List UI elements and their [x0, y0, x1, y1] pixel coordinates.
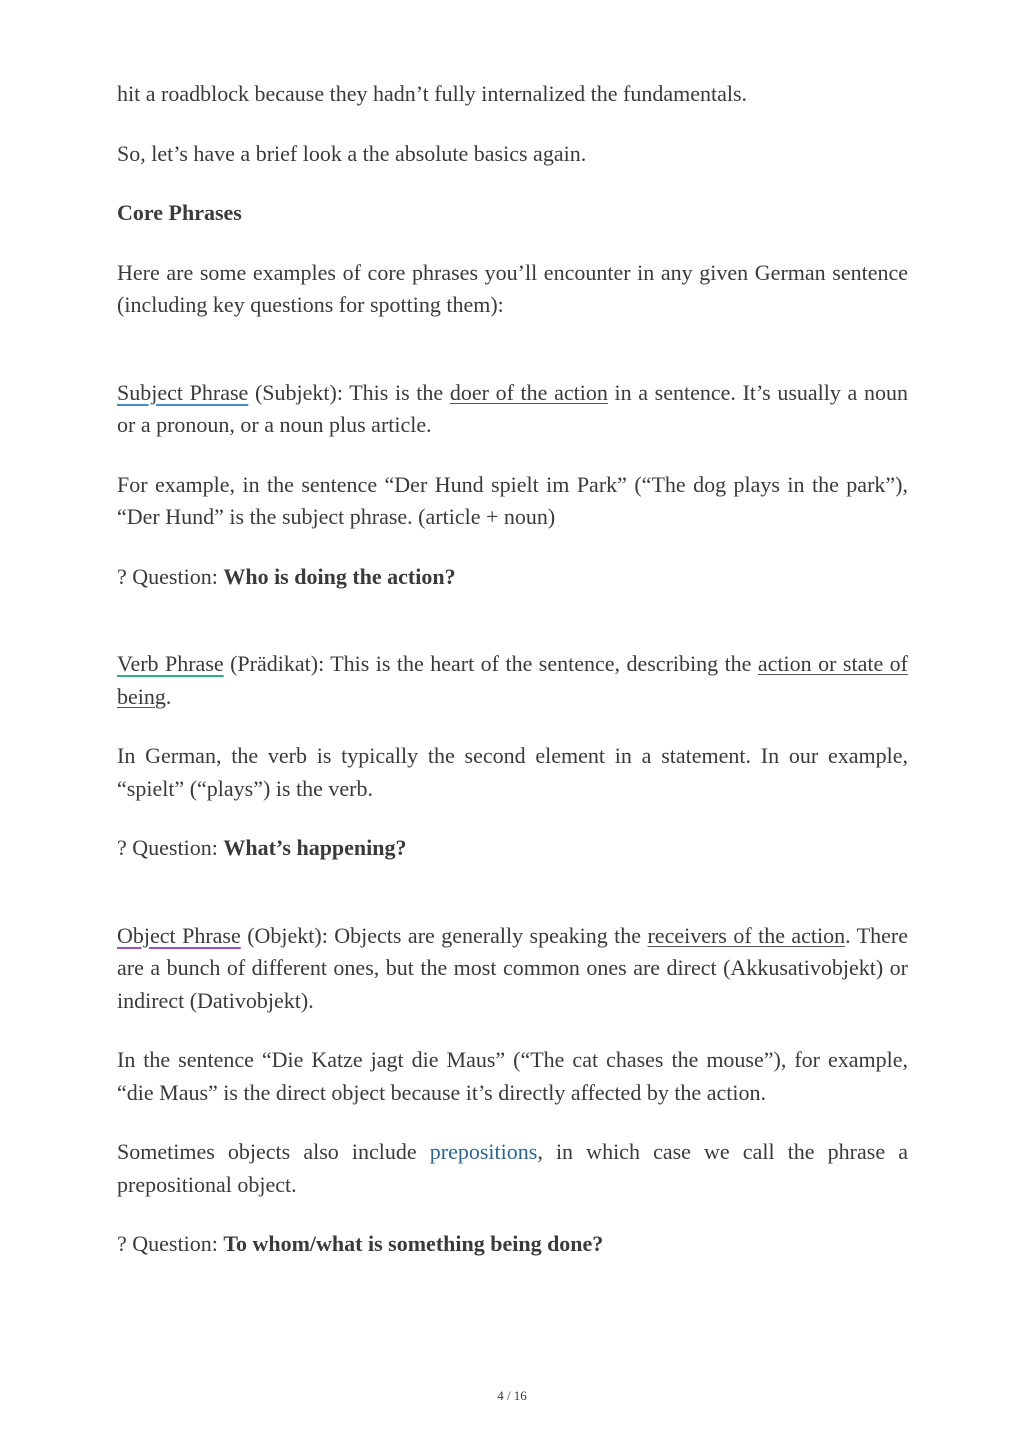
spacer [117, 620, 908, 648]
verb-key-term: action or state of being [117, 651, 908, 709]
verb-example: In German, the verb is typically the second element in a statement. In our example, “spielt” (“plays”) is the verb. [117, 743, 908, 801]
subject-question-text: Who is doing the action? [223, 563, 456, 589]
question-prefix: ? Question: [117, 1231, 224, 1256]
verb-definition [117, 648, 908, 713]
question-prefix: ? Question: [117, 563, 224, 589]
object-text-b: . There are a bunch of different ones, but the most common ones are direct (Akkusativobjekt) or indirect (Dativobjekt). [117, 922, 909, 1013]
spacer [117, 349, 908, 377]
intro-paragraph-1: hit a roadblock because they hadn’t fully internalized the fundamentals. [117, 81, 748, 106]
verb-question-text: What’s happening? [223, 835, 407, 860]
object-example: In the sentence “Die Katze jagt die Maus” (“The cat chases the mouse”), for example, “die Maus” is the direct object because it’s directly affected by the action. [117, 1047, 908, 1105]
subject-key-term: doer of the action [449, 379, 608, 405]
verb-phrase-term: Verb Phrase [117, 651, 224, 676]
object-question [117, 1228, 908, 1261]
prepositions-link[interactable]: prepositions [429, 1139, 538, 1164]
verb-text-b: . [165, 683, 172, 709]
subject-text-a: (Subjekt): This is the [248, 379, 450, 405]
subject-definition [117, 377, 908, 442]
subject-example: For example, in the sentence “Der Hund spielt im Park” (“The dog plays in the park”), “Der Hund” is the subject phrase. (article + noun) [117, 471, 908, 529]
object-phrase-term: Object Phrase [117, 922, 241, 948]
object-key-term: receivers of the action [647, 922, 846, 948]
prep-text-a: Sometimes objects also include [117, 1139, 430, 1164]
question-prefix: ? Question: [117, 835, 224, 860]
object-definition [117, 920, 908, 1018]
prepositional-object-note [117, 1136, 908, 1201]
section-intro: Here are some examples of core phrases you’ll encounter in any given German sentence (including key questions for spotting them): [117, 259, 908, 317]
subject-phrase-term: Subject Phrase [117, 379, 249, 405]
subject-question [117, 561, 908, 594]
page-number: 4 / 16 [497, 1388, 527, 1403]
intro-paragraph-2: So, let’s have a brief look a the absolute basics again. [117, 140, 587, 166]
prep-text-b: , in which case we call the phrase a prepositional object. [117, 1139, 908, 1197]
spacer [117, 892, 908, 920]
verb-question [117, 832, 908, 865]
object-text-a: (Objekt): Objects are generally speaking the [240, 922, 648, 948]
section-heading: Core Phrases [117, 200, 242, 225]
verb-text-a: (Prädikat): This is the heart of the sentence, describing the [223, 651, 758, 676]
object-question-text: To whom/what is something being done? [223, 1231, 604, 1256]
subject-text-b: in a sentence. It’s usually a noun or a pronoun, or a noun plus article. [117, 379, 908, 437]
document-page [117, 78, 908, 1288]
